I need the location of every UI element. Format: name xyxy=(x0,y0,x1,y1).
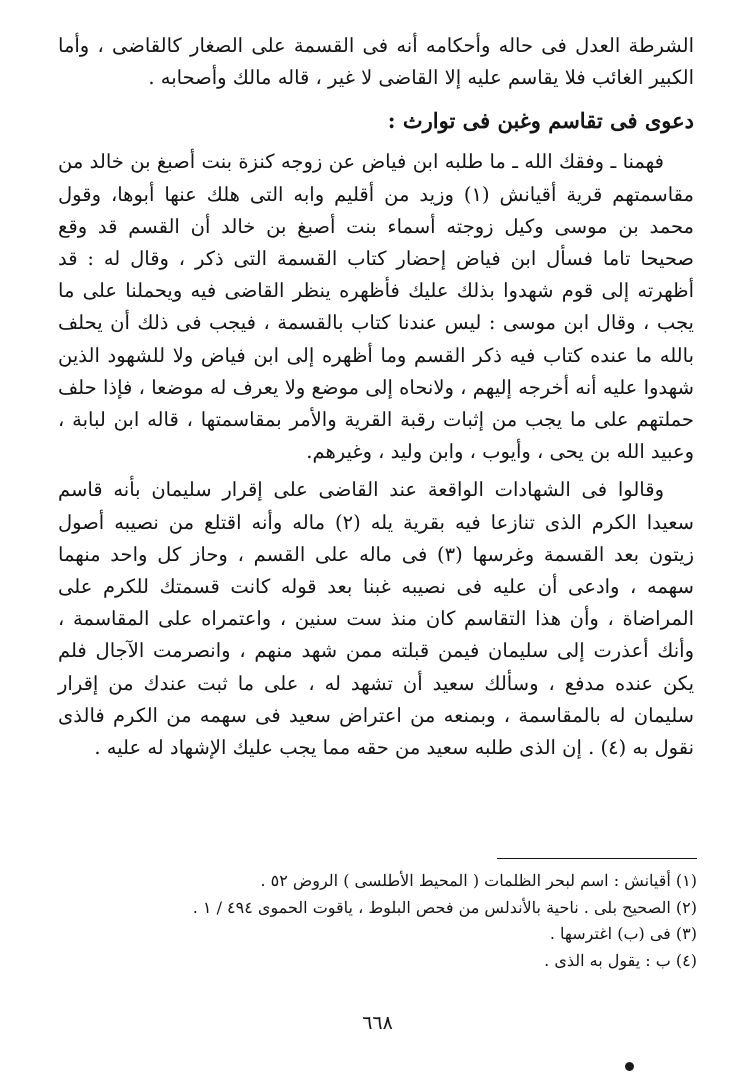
footnote-2: (٢) الصحيح بلى . ناحية بالأندلس من فحص البلوط ، ياقوت الحموى ٤٩٤ / ١ . xyxy=(192,897,697,917)
footnote-3: (٣) فى (ب) اغترسها . xyxy=(549,924,697,943)
page-number: ٦٦٨ xyxy=(362,1012,393,1034)
paragraph-intro: الشرطة العدل فى حاله وأحكامه أنه فى القسمة على الصغار كالقاضى ، وأما الكبير الغائب فلا يقاسم عليه إلا القاضى لا غير ، قاله مالك وأصحابه . xyxy=(58,34,694,90)
paragraph-ruling-1: فهمنا ـ وفقك الله ـ ما طلبه ابن فياض عن زوجه كنزة بنت أصبغ بن خالد من مقاسمتهم قرية أقيانش (١) وزيد من أقليم وابه التى هلك عنها أبوها، وقول محمد بن موسى وكيل زوجته أسماء بنت أصبغ بن خالد أن القسم قد وقع صحيحا تاما فسأل ابن فياض إحضار كتاب القسمة التى ذكر ، وقال له : قد أظهرته إلى قوم شهدوا بذلك عليك فأظهره ينظر القاضى فيه ويحملنا على ما يجب ، وقال ابن موسى : ليس عندنا كتاب بالقسمة ، فيجب فى ذلك أن يحلف بالله ما عنده كتاب فيه ذكر القسم وما أظهره إلى ابن فياض ولا للشهود الذين شهدوا عليه أنه أخرجه إليهم ، ولانحاه إلى موضع ولا يعرف له موضعا ، فإذا حلف حملتهم على ما يجب من إثبات رقبة القرية والأمر بمقاسمتها ، قاله ابن لبابة ، وعبيد الله بن يحى ، وأيوب ، وابن وليد ، وغيرهم. xyxy=(58,150,694,464)
section-heading: دعوى فى تقاسم وغبن فى توارث : xyxy=(387,108,694,134)
footnote-4: (٤) ب : يقول به الذى . xyxy=(544,950,697,970)
paragraph-ruling-2: وقالوا فى الشهادات الواقعة عند القاضى على إقرار سليمان بأنه قاسم سعيدا الكرم الذى تنازعا فيه بقرية يله (٢) ماله وأنه اقتلع من نصيبه أصول زيتون بعد القسمة وغرسها (٣) فى ماله على القسم ، وحاز كل واحد منهما سهمه ، وادعى أن عليه فى نصيبه غبنا بعد قوله كانت قسمتك للكرم على المراضاة ، وأن هذا التقاسم كان منذ ست سنين ، واعتمراه على المقاسمة ، وأنك أعذرت إلى سليمان فيمن قبلته ممن شهد منهم ، وانصرمت الآجال فلم يكن عنده مدفع ، وسألك سعيد أن تشهد له ، على ما ثبت عندك من إقرار سليمان له بالمقاسمة ، وبمنعه من اعتراض سعيد فى سهمه من الكرم فالذى نقول به (٤) . إن الذى طلبه سعيد من حقه مما يجب عليك الإشهاد له عليه . xyxy=(58,478,694,760)
page-body xyxy=(58,30,694,764)
footnote-1: (١) أقيانش : اسم لبحر الظلمات ( المحيط الأطلسى ) الروض ٥٢ . xyxy=(260,871,697,890)
footnotes xyxy=(61,868,697,974)
footnote-divider xyxy=(497,858,697,859)
ink-dot-mark xyxy=(625,1062,634,1071)
